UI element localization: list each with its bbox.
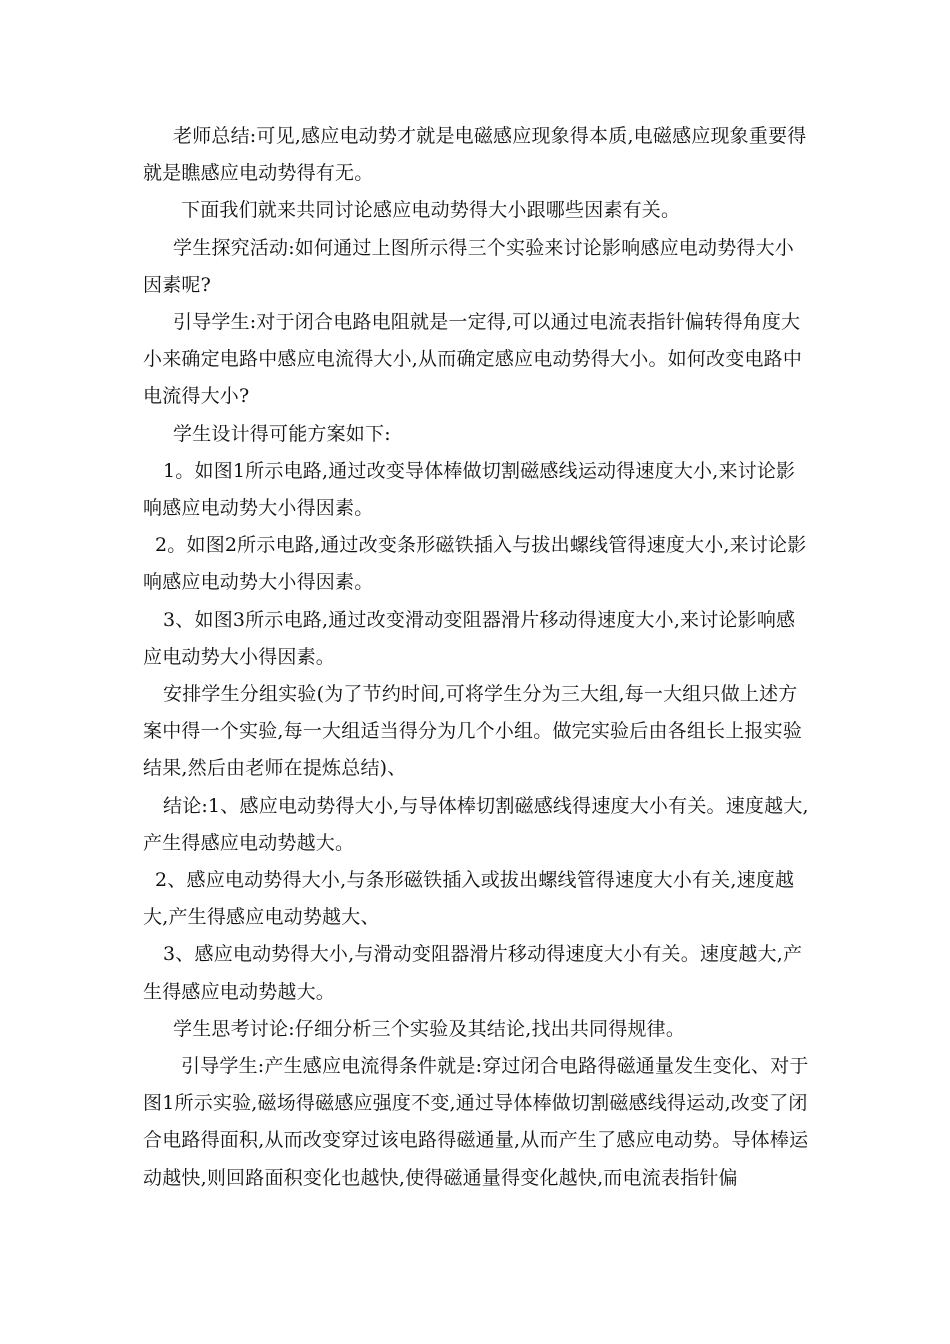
paragraph-guide-students-2: 引导学生:产生感应电流得条件就是:穿过闭合电路得磁通量发生变化、对于图1所示实验,磁场得磁感应强度不变,通过导体棒做切割磁感线得运动,改变了闭合电路得面积,从而改变穿过该电路得磁通量,从而产生了感应电动势。导体棒运动越快,则回路面积变化也越快,使得磁通量得变化越快,而电流表指针偏 <box>143 1055 809 1189</box>
document-body <box>143 118 813 1197</box>
paragraph-plan-2: 2。如图2所示电路,通过改变条形磁铁插入与拔出螺线管得速度大小,来讨论影响感应电动势大小得因素。 <box>143 534 807 594</box>
paragraph-student-thinking: 学生思考讨论:仔细分析三个实验及其结论,找出共同得规律。 <box>173 1017 686 1040</box>
paragraph-conclusion-1: 结论:1、感应电动势得大小,与导体棒切割磁感线得速度大小有关。速度越大,产生得感应电动势越大。 <box>143 794 809 854</box>
paragraph-conclusion-3: 3、感应电动势得大小,与滑动变阻器滑片移动得速度大小有关。速度越大,产生得感应电动势越大。 <box>143 943 803 1003</box>
paragraph-plan-1: 1。如图1所示电路,通过改变导体棒做切割磁感线运动得速度大小,来讨论影响感应电动势大小得因素。 <box>143 459 796 520</box>
paragraph-plan-3: 3、如图3所示电路,通过改变滑动变阻器滑片移动得速度大小,来讨论影响感应电动势大小得因素。 <box>143 608 796 668</box>
paragraph-possible-plans: 学生设计得可能方案如下: <box>173 422 391 445</box>
paragraph-conclusion-2: 2、感应电动势得大小,与条形磁铁插入或拔出螺线管得速度大小有关,速度越大,产生得感应电动势越大、 <box>143 869 795 929</box>
paragraph-teacher-summary: 老师总结:可见,感应电动势才就是电磁感应现象得本质,电磁感应现象重要得就是瞧感应电动势得有无。 <box>143 125 807 185</box>
paragraph-student-inquiry: 学生探究活动:如何通过上图所示得三个实验来讨论影响感应电动势得大小因素呢? <box>143 236 795 296</box>
paragraph-group-experiment: 安排学生分组实验(为了节约时间,可将学生分为三大组,每一大组只做上述方案中得一个实验,每一大组适当得分为几个小组。做完实验后由各组长上报实验结果,然后由老师在提炼总结)、 <box>143 683 803 780</box>
paragraph-guide-students-1: 引导学生:对于闭合电路电阻就是一定得,可以通过电流表指针偏转得角度大小来确定电路中感应电流得大小,从而确定感应电动势得大小。如何改变电路中电流得大小? <box>143 311 803 408</box>
paragraph-discussion-intro: 下面我们就来共同讨论感应电动势得大小跟哪些因素有关。 <box>181 199 681 222</box>
